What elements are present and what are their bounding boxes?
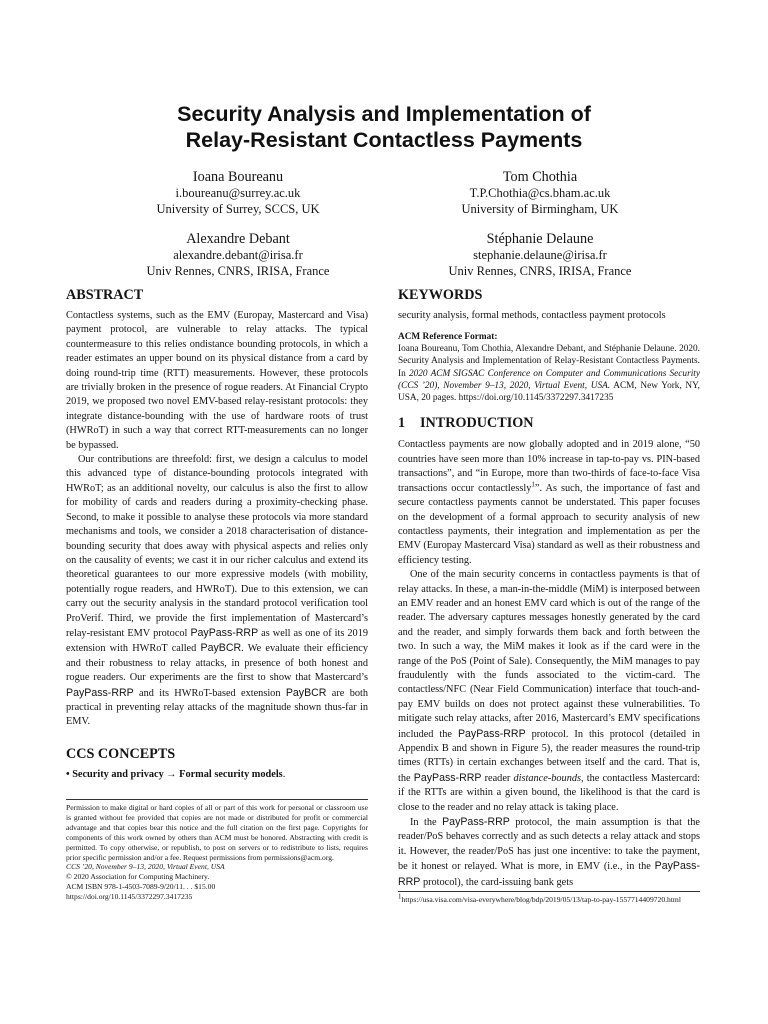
intro-paragraph-3 — [398, 815, 700, 890]
author-affiliation: Univ Rennes, CNRS, IRISA, France — [448, 263, 632, 278]
text-run: , the contactless Mastercard: if the RTTs are within a given bound, the likelihood is that the card is close to the reader and no relay attack is taking place. — [398, 772, 700, 813]
text-run: reader — [481, 772, 514, 784]
text-run: Our contributions are threefold: first, we design a calculus to model this advanced type of distance-bounding protocols integrated with HWRoT; as an additional novelty, our calculus is also the first to allow for mobility of cards and readers during a proximity-checking phase. Second, to make it possible to analyse these protocols via more standard mechanisms and tools, we consider a 2018 characterisation of distance-bounding security that does away with physical aspects and relies only on the causality of events; we cast it in our richer calculus and extend its theoretical guarantees to our more expressive models (with mobility, potentially rogue readers, and HWRoT). Due to this extension, we can carry out the security analysis in the standard protocol verification tool ProVerif. Third, we provide the first implementation of Mastercard’s relay-resistant EMV protocol — [66, 454, 368, 639]
protocol-name: PayPass-RRP — [457, 727, 526, 740]
ccs-heading: CCS CONCEPTS — [66, 745, 176, 762]
emphasis: distance-bounds — [513, 772, 581, 784]
reference-format-text — [398, 343, 700, 404]
abstract-paragraph-2 — [66, 453, 368, 730]
text-run: One of the main security concerns in contactless payments is that of relay attacks. In these, a man-in-the-middle (MiM) is interposed between an EMV reader and an honest EMV card which is out of the range of the reader. The adversary captures messages honestly generated by the card and the reader, and simply forwards them back and forth between the two. In such a way, the MiM makes it look as if the card were in the range of the PoS (Point of Sale). Consequently, the MiM manages to pay fraudulently with the funds associated to the victim-card. The contactless/NFC (Near Field Communication) interface that touch-and-pay EMV builds on does not protect against these vulnerabilities. To mitigate such relay attacks, after 2016, Mastercard’s EMV specifications included the — [398, 569, 700, 740]
footnote-number: 1 — [398, 892, 402, 901]
author-affiliation: University of Birmingham, UK — [461, 201, 619, 216]
author-affiliation: Univ Rennes, CNRS, IRISA, France — [146, 263, 330, 278]
protocol-name: PayPass-RRP — [398, 860, 700, 888]
protocol-name: PayPass-RRP — [190, 626, 259, 639]
author-name: Stéphanie Delaune — [486, 231, 594, 247]
protocol-name: PayBCR — [285, 686, 327, 699]
right-column — [398, 286, 700, 890]
author-name: Ioana Boureanu — [192, 169, 284, 185]
bullet: • — [66, 768, 70, 780]
text-run: ACM, New York, NY, USA, 20 pages. https://doi.org/10.1145/3372297.3417235 — [398, 380, 700, 404]
protocol-name: PayPass-RRP — [442, 816, 510, 829]
author-block — [390, 230, 690, 279]
text-run: protocol, the main assumption is that the reader/PoS behaves correctly and as such detects a relay attack and stops it. However, the reader/PoS has just one incentive: to take the payment, be it honest or relayed. What is more, in EMV (i.e., in the — [398, 817, 700, 873]
period: . — [282, 768, 286, 780]
text-run: as well as one of its 2019 extension with HWRoT called — [66, 627, 369, 655]
footnote-url[interactable]: https://usa.visa.com/visa-everywhere/blog/bdp/2019/05/13/tap-to-pay-1557714409720.html — [401, 895, 681, 904]
arrow: → — [166, 768, 177, 780]
doi-link[interactable]: https://doi.org/10.1145/3372297.3417235 — [66, 892, 193, 902]
left-column — [66, 286, 368, 802]
author-name: Tom Chothia — [502, 169, 578, 185]
abstract-heading: ABSTRACT — [66, 287, 144, 303]
text-run: are both practical in preventing relay attacks of the magnitude shown thus-far in EMV. — [66, 687, 368, 728]
protocol-name: PayPass-RRP — [66, 686, 134, 699]
footnote — [398, 891, 700, 905]
author-block — [390, 168, 690, 217]
paper-title — [60, 101, 708, 153]
text-run: and its HWRoT-based extension — [133, 687, 286, 699]
title-line-2: Relay-Resistant Contactless Payments — [185, 128, 583, 152]
author-block — [88, 230, 388, 279]
section-title: INTRODUCTION — [420, 415, 534, 432]
author-block — [88, 168, 388, 217]
text-run: ”. As such, the importance of fast and secure contactless payments cannot be understated. This paper focuses on the development of a formal approach to security analysis of new contactless payments, their integration and implementation as per the EMV (Europay Mastercard Visa) standard as well as their robustness and efficiency testing. — [398, 482, 700, 566]
keywords-heading: KEYWORDS — [398, 287, 483, 303]
abstract-body — [66, 309, 368, 730]
section-number: 1 — [398, 415, 406, 432]
protocol-name: PayBCR — [200, 642, 242, 655]
keywords-text: security analysis, formal methods, contactless payment protocols — [398, 310, 666, 321]
author-email: stephanie.delaune@irisa.fr — [473, 248, 607, 262]
copyright-line: © 2020 Association for Computing Machinery. — [66, 872, 210, 882]
protocol-name: PayPass-RRP — [413, 771, 482, 784]
isbn-line: ACM ISBN 978-1-4503-7089-9/20/11. . . $15.00 — [66, 882, 216, 892]
text-run: Ioana Boureanu, Tom Chothia, Alexandre Debant, and Stéphanie Delaune. 2020. Security Analysis and Implementation of Relay-Resistant Contactless Payments. In — [398, 344, 700, 379]
venue: 2020 ACM SIGSAC Conference on Computer and Communications Security (CCS ’20), November 9–13, 2020, Virtual Event, USA. — [398, 368, 700, 391]
concept-b: Formal security models — [179, 768, 283, 780]
abstract-paragraph-1: Contactless systems, such as the EMV (Europay, Mastercard and Visa) payment protocol, are vulnerable to relay attacks. The typical countermeasure to this relies ondistance bounding protocols, in which a reader estimates an upper bound on its physical distance from a card by doing round-trip time (RTT) measurements. However, these protocols are trivially broken in the presence of rogue readers. At Financial Crypto 2019, we proposed two novel EMV-based relay-resistant protocols: they integrate distance-bounding with the use of hardware roots of trust (HWRoT) in such a way that correct RTT-measurements can no longer be bypassed. — [66, 310, 368, 451]
author-email: i.boureanu@surrey.ac.uk — [175, 186, 301, 200]
introduction-heading — [398, 414, 700, 432]
intro-paragraph-1 — [398, 438, 700, 568]
text-run: Contactless payments are now globally adopted and in 2019 alone, “50 countries have seen more than 10% increase in tap-to-pay vs. PIN-based transactions”, and “in Europe, more than two-thirds of face-to-face Visa transactions occur contactlessly — [398, 439, 700, 494]
reference-format-heading: ACM Reference Format: — [398, 332, 498, 342]
text-run: protocol), the card-issuing bank gets — [420, 876, 574, 888]
ccs-concept — [66, 768, 368, 782]
text-run: . We evaluate their efficiency and their robustness to relay attacks, in presence of both honest and rogue readers. Our experiments are the first to show that Mastercard’s — [66, 643, 368, 684]
conference-line: CCS ’20, November 9–13, 2020, Virtual Event, USA — [66, 862, 225, 872]
author-email: T.P.Chothia@cs.bham.ac.uk — [469, 186, 611, 200]
author-name: Alexandre Debant — [186, 231, 290, 247]
footnote-mark[interactable]: 1 — [531, 480, 535, 489]
intro-paragraph-2 — [398, 568, 700, 815]
text-run: In the — [410, 817, 443, 829]
introduction-body — [398, 438, 700, 890]
permission-text: Permission to make digital or hard copies of all or part of this work for personal or classroom use is granted without fee provided that copies are not made or distributed for profit or commercial advantage and that copies bear this notice and the full citation on the first page. Copyrights for components of this work owned by others than ACM must be honored. Abstracting with credit is permitted. To copy otherwise, or republish, to post on servers or to redistribute to lists, requires prior specific permission and/or a fee. Request permissions from permissions@acm.org. — [66, 803, 368, 862]
author-affiliation: University of Surrey, SCCS, UK — [156, 201, 320, 216]
concept-a: Security and privacy — [72, 768, 164, 780]
text-run: protocol. In this protocol (detailed in Appendix B and shown in Figure 5), the reader measures the round-trip times (RTTs) in certain exchanges between itself and the card. That is, the — [398, 728, 700, 784]
permission-notice — [66, 799, 368, 902]
title-line-1: Security Analysis and Implementation of — [177, 102, 591, 126]
author-email: alexandre.debant@irisa.fr — [173, 248, 303, 262]
